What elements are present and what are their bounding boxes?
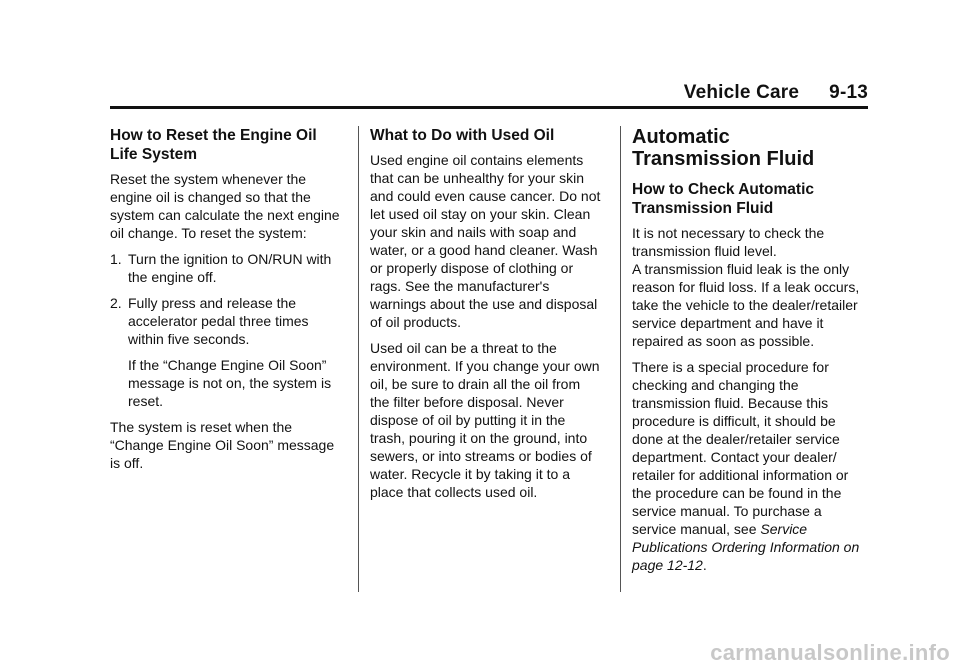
section-heading: How to Reset the Engine Oil Life System <box>110 127 317 163</box>
page-number: 9-13 <box>829 82 868 103</box>
header-rule <box>110 106 868 109</box>
watermark-logo: carmanualsonline.info <box>710 640 950 665</box>
step-item <box>110 294 342 348</box>
paragraph: Reset the system whenever the engine oil is changed so that the system can calculate the next engine oil change. To reset the system: <box>110 171 340 241</box>
section-title: Vehicle Care <box>683 82 800 103</box>
chapter-title: Automatic Transmission Fluid <box>632 126 815 170</box>
step-item <box>110 250 342 286</box>
column-left <box>110 126 342 480</box>
paragraph: A transmission fluid leak is the only reason for fluid loss. If a leak occurs, take the vehicle to the dealer/retailer service department and have it repaired as soon as possible. <box>632 261 860 349</box>
paragraph: Used oil can be a threat to the environment. If you change your own oil, be sure to drain all the oil from the filter before disposal. Never dispose of oil by putting it in the trash, pouring it on the ground, into sewers, or into streams or bodies of water. Recycle it by taking it to a place that collects used oil. <box>370 340 600 500</box>
paragraph: The system is reset when the “Change Engine Oil Soon” message is off. <box>110 419 335 471</box>
column-right <box>632 126 864 582</box>
paragraph-end: . <box>702 557 707 573</box>
section-heading: What to Do with Used Oil <box>370 127 555 144</box>
paragraph <box>632 358 864 574</box>
step-number: 2. <box>110 295 122 311</box>
step-number: 1. <box>110 251 122 267</box>
column-divider <box>620 126 621 592</box>
paragraph-text: There is a special procedure for checking and changing the transmission fluid. Because this procedure is difficult, it should be done at the dealer/retailer service department. Contact your dealer/ retailer for additional information or the procedure can be found in the service manual. To purchase a service manual, see <box>632 359 849 537</box>
step-text: Turn the ignition to ON/RUN with the engine off. <box>128 251 332 285</box>
column-middle <box>370 126 602 509</box>
page-header <box>684 82 868 104</box>
cross-reference-link[interactable]: Service Publications Ordering Information on page 12-12 <box>632 521 860 573</box>
column-divider <box>358 126 359 592</box>
step-text: Fully press and release the accelerator pedal three times within five seconds. <box>128 295 309 347</box>
paragraph: It is not necessary to check the transmission fluid level. <box>632 225 825 259</box>
step-note: If the “Change Engine Oil Soon” message is not on, the system is reset. <box>128 357 332 409</box>
section-heading: How to Check Automatic Transmission Fluid <box>632 181 814 217</box>
paragraph: Used engine oil contains elements that can be unhealthy for your skin and could even cause cancer. Do not let used oil stay on your skin. Clean your skin and nails with soap and water, or a good hand cleaner. Wash or properly dispose of clothing or rags. See the manufacturer's warnings about the use and disposal of oil products. <box>370 152 601 330</box>
